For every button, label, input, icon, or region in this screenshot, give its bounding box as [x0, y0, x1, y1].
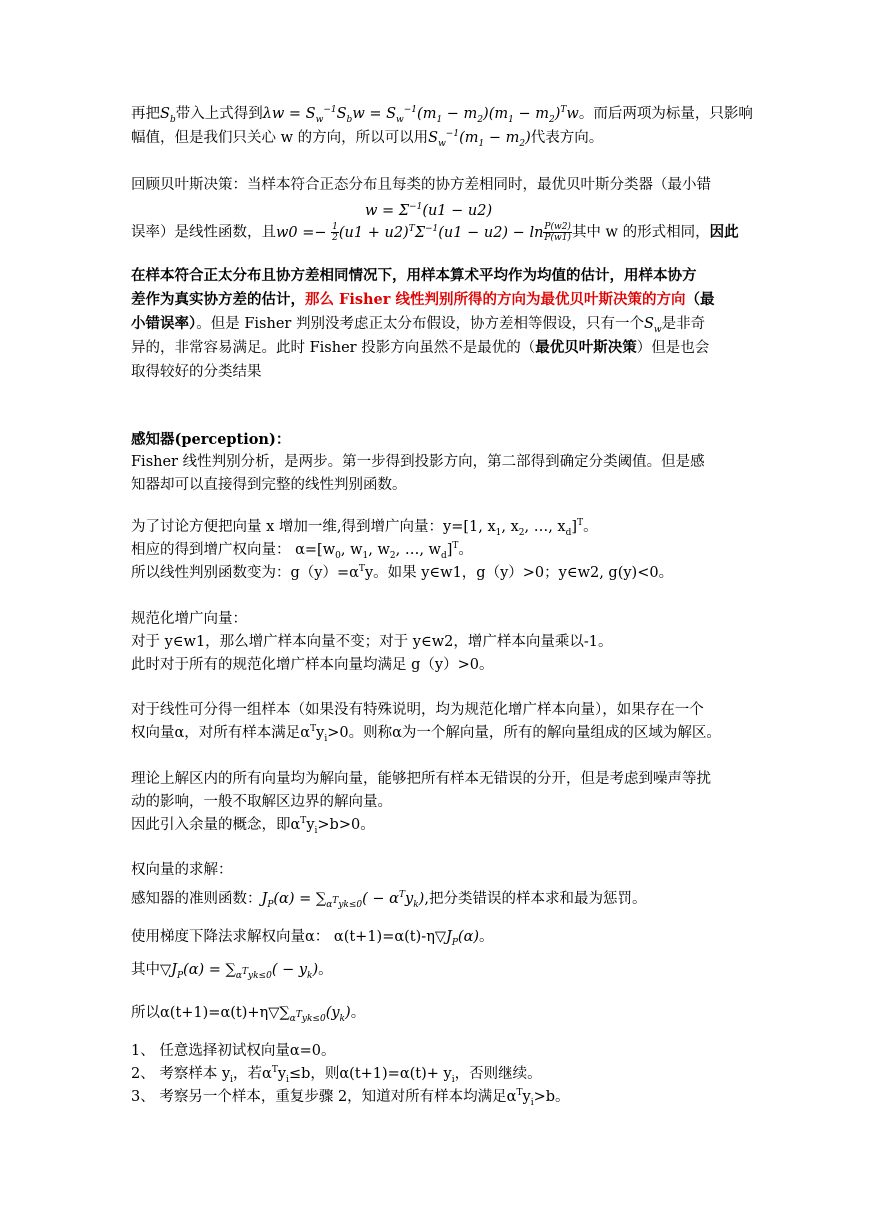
para1-line1: 再把$S_b$带入上式得到$\lambda w = S_w^{-1}S_bw = S_w^{-1}(m_1 - m_2)(m_1 - m_2)^Tw$。而后两项为标量，只影响 — [131, 105, 753, 125]
s2-line11: 理论上解区内的所有向量均为解向量，能够把所有样本无错误的分开，但是考虑到噪声等扰 — [131, 771, 711, 787]
para2-line7: 取得较好的分类结果 — [131, 364, 262, 380]
para2-line1: 回顾贝叶斯决策：当样本符合正态分布且每类的协方差相同时，最优贝叶斯分类器（最小错 — [131, 177, 711, 193]
s2-line3: 为了讨论方便把向量 x 增加一维,得到增广向量：y=[1, $x_1$, $x_2$, …, $x_d]^T$。 — [131, 518, 598, 538]
para2-line2: 误率）是线性函数，且w0 =− $\frac{1}{2}$ $(u1 + u2)^T\Sigma^{-1}(u1 - u2) - \ln$ $\frac{P(w2)}{P(w1)}$ 其中 w 的形式相同，因此 — [131, 222, 739, 243]
para1-line2: 幅值，但是我们只关心 w 的方向，所以可以用$S_w^{-1}(m_1 - m_2)$代表方向。 — [131, 129, 604, 149]
s2-line8: 此时对于所有的规范化增广样本向量均满足 g（y）>0。 — [131, 657, 494, 673]
step-3: 3、 考察另一个样本，重复步骤 2，知道对所有样本均满足$\alpha^Ty_i>b$。 — [131, 1088, 570, 1108]
s2-line12: 动的影响，一般不取解区边界的解向量。 — [131, 794, 392, 810]
s2-line13: 因此引入余量的概念，即$\alpha^Ty_i>b>0$。 — [131, 816, 375, 836]
s2-line14: 权向量的求解： — [131, 862, 233, 878]
s2-line1: Fisher 线性判别分析，是两步。第一步得到投影方向，第二部得到确定分类阈值。但是感 — [131, 454, 705, 470]
formula-w: $w = \Sigma^{-1}(u1 - u2)$ — [365, 202, 493, 219]
s2-line7: 对于 y∈w1，那么增广样本向量不变；对于 y∈w2，增广样本向量乘以-1。 — [131, 634, 613, 650]
s2-line9: 对于线性可分得一组样本（如果没有特殊说明，均为规范化增广样本向量），如果存在一个 — [131, 702, 704, 718]
para2-line5: 小错误率）。但是 Fisher 判别没考虑正太分布假设，协方差相等假设，只有一个$S_w$是非奇 — [131, 315, 706, 335]
s2-line17: 其中$▽J_P(\alpha) = \sum_{\alpha^Tyk\le 0}( - y_k)$。 — [131, 962, 333, 981]
s2-line2: 知器却可以直接得到完整的线性判别函数。 — [131, 477, 407, 493]
s2-line15: 感知器的准则函数：$J_P(\alpha) = \sum_{\alpha^Tyk\le 0}( - \alpha^Ty_k)$,把分类错误的样本求和最为惩罚。 — [131, 890, 647, 910]
section-heading-perception: 感知器(perception)： — [131, 431, 291, 448]
step-2: 2、 考察样本 $y_i$，若$\alpha^Ty_i\le b$，则$\alpha(t+1)=\alpha(t)+ y_i$，否则继续。 — [131, 1065, 542, 1085]
para2-line4: 差作为真实协方差的估计，那么 Fisher 线性判别所得的方向为最优贝叶斯决策的方向（最 — [131, 291, 715, 308]
para2-line3: 在样本符合正太分布且协方差相同情况下，用样本算术平均作为均值的估计，用样本协方 — [131, 267, 697, 284]
step-1: 1、 任意选择初试权向量α=0。 — [131, 1043, 336, 1059]
para2-line6: 异的，非常容易满足。此时 Fisher 投影方向虽然不是最优的（最优贝叶斯决策）但是也会 — [131, 339, 710, 356]
s2-line6: 规范化增广向量： — [131, 611, 247, 627]
s2-line4: 相应的得到增广权向量： $\alpha=[w_0$, $w_1$, $w_2$, …, $w_d]^T$。 — [131, 541, 473, 561]
s2-line16: 使用梯度下降法求解权向量α： $\alpha(t+1)=\alpha(t)-\eta▽J_P(\alpha)$。 — [131, 929, 494, 948]
s2-line5: 所以线性判别函数变为：$g(y)=\alpha^Ty$。如果 y∈w1，g（y）>0；y∈w2, g(y)<0。 — [131, 564, 674, 581]
s2-line10: 权向量α，对所有样本满足$\alpha^Ty_i>0$。则称α为一个解向量，所有的解向量组成的区域为解区。 — [131, 724, 721, 744]
s2-line18: 所以$\alpha(t+1)=\alpha(t)+\eta▽\sum_{\alpha^Tyk\le 0}(y_k)$。 — [131, 1005, 366, 1024]
